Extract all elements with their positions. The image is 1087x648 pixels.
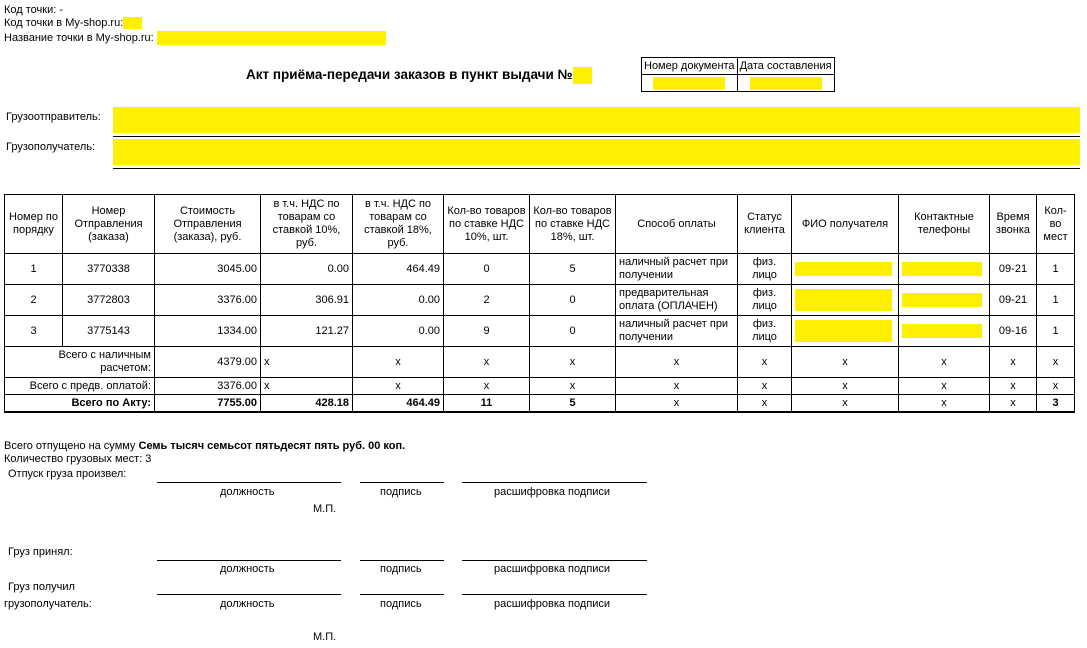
cargo-places: Количество грузовых мест: 3 [4,453,152,465]
released-signature-caption: подпись [380,486,422,498]
total-row-prepaid [5,378,1075,395]
redacted-recipient [795,262,892,276]
total-sum-words: Семь тысяч семьсот пятьдесят пять руб. 00 коп. [138,440,406,452]
total-row-cash [5,347,1075,378]
total-cell: 464.49 [353,395,444,413]
total-cell: x [990,347,1037,378]
point-code: Код точки: - [4,4,64,16]
cell-qty18: 0 [530,316,616,347]
accepted-decryption-caption: расшифровка подписи [494,563,611,575]
cell-places: 1 [1037,316,1075,347]
total-cell: x [792,395,899,413]
received-label: Груз получил [8,581,75,593]
released-label: Отпуск груза произвел: [8,468,127,480]
cell-qty10: 2 [444,285,530,316]
cell-payment: предварительная оплата (ОПЛАЧЕН) [616,285,738,316]
total-cell: 5 [530,395,616,413]
cell-cost: 1334.00 [155,316,261,347]
accepted-signature-caption: подпись [380,563,422,575]
table-row [5,254,1075,285]
total-cell: x [899,378,990,395]
cell-phones [899,285,990,316]
total-cell: x [261,347,353,378]
cell-order-number: 3775143 [63,316,155,347]
total-cell: x [444,378,530,395]
cell-call-time: 09-16 [990,316,1037,347]
cell-recipient [792,254,899,285]
accepted-decryption-line [462,560,647,561]
table-row [5,285,1075,316]
cell-call-time: 09-21 [990,254,1037,285]
cell-client-status: физ. лицо [738,316,792,347]
cell-recipient [792,285,899,316]
total-cell: x [899,347,990,378]
total-cell: x [616,378,738,395]
sender-label: Грузоотправитель: [6,111,101,123]
accepted-label: Груз принял: [8,546,73,558]
receiver-underline [113,168,1080,169]
total-cell: x [444,347,530,378]
total-cell: x [738,378,792,395]
total-cell: 3 [1037,395,1075,413]
redacted-doc-number [653,77,725,90]
col-header-vat18: в т.ч. НДС по товарам со ставкой 18%, руб. [353,195,444,254]
total-cell: 3376.00 [155,378,261,395]
total-cell: x [261,378,353,395]
cell-index: 1 [5,254,63,285]
stamp-place-1: М.П. [313,503,337,515]
cell-vat10: 121.27 [261,316,353,347]
total-cell: 11 [444,395,530,413]
cell-vat10: 306.91 [261,285,353,316]
cell-places: 1 [1037,285,1075,316]
total-cell: 4379.00 [155,347,261,378]
total-cell: x [353,347,444,378]
cell-cost: 3376.00 [155,285,261,316]
doc-number-label: Номер документа [642,58,738,75]
released-decryption-caption: расшифровка подписи [494,486,611,498]
col-header-qty18: Кол-во товаров по ставке НДС 18%, шт. [530,195,616,254]
cell-index: 3 [5,316,63,347]
cell-vat18: 0.00 [353,316,444,347]
cell-call-time: 09-21 [990,285,1037,316]
accepted-signature-line [360,560,444,561]
total-sum-prefix: Всего отпущено на сумму [4,440,139,452]
total-cell: x [792,347,899,378]
col-header-vat10: в т.ч. НДС по товарам со ставкой 10%, руб. [261,195,353,254]
cell-phones [899,254,990,285]
total-cell: x [530,378,616,395]
redacted-act-number [573,67,592,84]
col-header-order-number: Номер Отправления (заказа) [63,195,155,254]
redacted-recipient [795,289,892,311]
released-decryption-line [462,482,647,483]
total-sum-line [4,440,405,452]
total-label: Всего по Акту: [5,395,155,413]
received-decryption-caption: расшифровка подписи [494,598,611,610]
total-cell: 7755.00 [155,395,261,413]
total-cell: x [990,378,1037,395]
released-position-line [157,482,341,483]
total-cell: x [738,347,792,378]
total-label: Всего с предв. оплатой: [5,378,155,395]
received-position-caption: должность [220,598,275,610]
cell-recipient [792,316,899,347]
total-row-act [5,395,1075,413]
point-code-myshop [4,17,142,29]
cell-qty10: 9 [444,316,530,347]
sender-underline [113,136,1080,137]
col-header-cost: Стоимость Отправления (заказа), руб. [155,195,261,254]
received-signature-line [360,594,444,595]
cell-client-status: физ. лицо [738,285,792,316]
redacted-phone [902,324,982,338]
cell-phones [899,316,990,347]
cell-cost: 3045.00 [155,254,261,285]
total-cell: x [530,347,616,378]
col-header-client-status: Статус клиента [738,195,792,254]
table-row [5,316,1075,347]
total-cell: x [899,395,990,413]
redacted-receiver [113,139,1080,165]
received-decryption-line [462,594,647,595]
col-header-recipient: ФИО получателя [792,195,899,254]
received-position-line [157,594,341,595]
cell-qty18: 0 [530,285,616,316]
cell-order-number: 3770338 [63,254,155,285]
col-header-places: Кол-во мест [1037,195,1075,254]
cell-vat18: 464.49 [353,254,444,285]
cell-payment: наличный расчет при получении [616,316,738,347]
redacted-point-name [157,31,386,45]
document-info-box [641,57,835,92]
doc-date-label: Дата составления [737,58,834,75]
total-cell: x [990,395,1037,413]
redacted-doc-date [750,77,822,90]
col-header-call-time: Время звонка [990,195,1037,254]
total-label: Всего с наличным расчетом: [5,347,155,378]
total-cell: x [1037,378,1075,395]
accepted-position-caption: должность [220,563,275,575]
redacted-point-code [123,17,142,29]
total-cell: x [616,347,738,378]
col-header-phones: Контактные телефоны [899,195,990,254]
redacted-recipient [795,320,892,342]
cell-qty10: 0 [444,254,530,285]
received-consignee-label: грузополучатель: [4,598,92,610]
point-name-myshop [4,31,386,45]
accepted-position-line [157,560,341,561]
orders-table [4,194,1075,413]
total-cell: x [1037,347,1075,378]
released-signature-line [360,482,444,483]
doc-date-value [737,75,834,92]
cell-payment: наличный расчет при получении [616,254,738,285]
document-title [246,67,592,84]
table-header-row [5,195,1075,254]
col-header-index: Номер по порядку [5,195,63,254]
released-position-caption: должность [220,486,275,498]
receiver-label: Грузополучатель: [6,141,96,153]
received-signature-caption: подпись [380,598,422,610]
cell-vat18: 0.00 [353,285,444,316]
total-cell: x [616,395,738,413]
total-cell: x [738,395,792,413]
total-cell: x [792,378,899,395]
cell-places: 1 [1037,254,1075,285]
cell-index: 2 [5,285,63,316]
point-code-myshop-label: Код точки в My-shop.ru: [4,17,124,29]
stamp-place-2: М.П. [313,631,337,643]
point-name-myshop-label: Название точки в My-shop.ru: [4,31,154,44]
col-header-qty10: Кол-во товаров по ставке НДС 10%, шт. [444,195,530,254]
document-title-text: Акт приёма-передачи заказов в пункт выдачи № [246,67,573,83]
redacted-phone [902,262,982,276]
redacted-sender [113,107,1080,133]
cell-vat10: 0.00 [261,254,353,285]
redacted-phone [902,293,982,307]
cell-qty18: 5 [530,254,616,285]
total-cell: x [353,378,444,395]
cell-order-number: 3772803 [63,285,155,316]
total-cell: 428.18 [261,395,353,413]
cell-client-status: физ. лицо [738,254,792,285]
col-header-payment: Способ оплаты [616,195,738,254]
doc-number-value [642,75,738,92]
